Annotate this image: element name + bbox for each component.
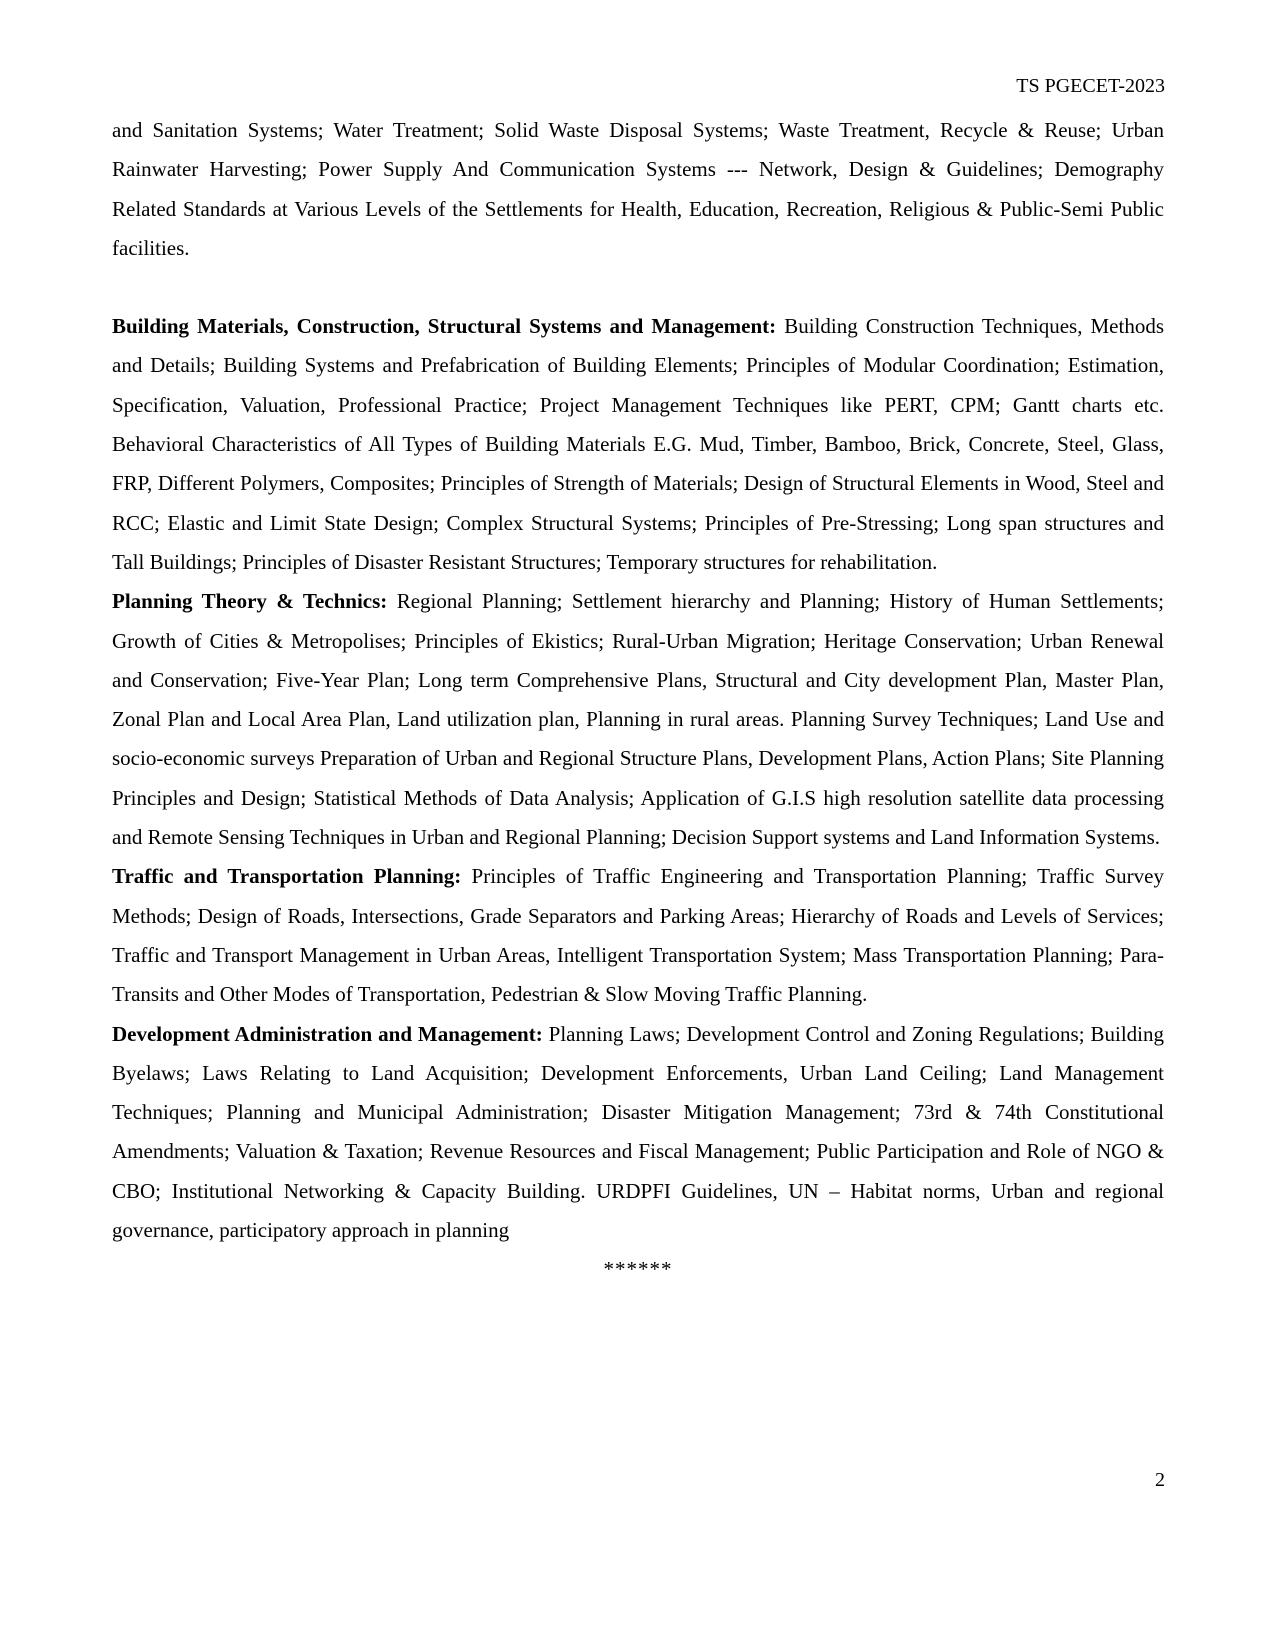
intro-paragraph: and Sanitation Systems; Water Treatment; Solid Waste Disposal Systems; Waste Treatment, Recycle & Reuse; Urban Rainwater Harvesting; Power Supply And Communication Systems --- Network, Design & Guidelines; Demography Related Standards at Various Levels of the Settlements for Health, Education, Recreation, Religious & Public-Semi Public facilities. xyxy=(112,118,1164,260)
section-development-administration xyxy=(112,1015,1164,1251)
section-traffic-transportation xyxy=(112,857,1164,1014)
section-body: Building Construction Techniques, Methods and Details; Building Systems and Prefabrication of Building Elements; Principles of Modular Coordination; Estimation, Specification, Valuation, Professional Practice; Project Management Techniques like PERT, CPM; Gantt charts etc. Behavioral Characteristics of All Types of Building Materials E.G. Mud, Timber, Bamboo, Brick, Concrete, Steel, Glass, FRP, Different Polymers, Composites; Principles of Strength of Materials; Design of Structural Elements in Wood, Steel and RCC; Elastic and Limit State Design; Complex Structural Systems; Principles of Pre-Stressing; Long span structures and Tall Buildings; Principles of Disaster Resistant Structures; Temporary structures for rehabilitation. xyxy=(112,314,1164,574)
section-heading: Development Administration and Management: xyxy=(112,1021,543,1046)
section-heading: Traffic and Transportation Planning: xyxy=(112,864,462,889)
page-number: 2 xyxy=(1155,1469,1165,1491)
syllabus-content xyxy=(112,111,1164,1290)
end-marker: ****** xyxy=(603,1257,673,1282)
section-body: Principles of Traffic Engineering and Transportation Planning; Traffic Survey Methods; Design of Roads, Intersections, Grade Separators and Parking Areas; Hierarchy of Roads and Levels of Services; Traffic and Transport Management in Urban Areas, Intelligent Transportation System; Mass Transportation Planning; Para-Transits and Other Modes of Transportation, Pedestrian & Slow Moving Traffic Planning. xyxy=(112,864,1164,1007)
page-header: TS PGECET-2023 xyxy=(1016,75,1165,97)
section-heading: Building Materials, Construction, Structural Systems and Management: xyxy=(112,314,777,339)
section-building-materials xyxy=(112,307,1164,582)
section-heading: Planning Theory & Technics: xyxy=(112,589,388,614)
section-body: Planning Laws; Development Control and Zoning Regulations; Building Byelaws; Laws Relating to Land Acquisition; Development Enforcements, Urban Land Ceiling; Land Management Techniques; Planning and Municipal Administration; Disaster Mitigation Management; 73rd & 74th Constitutional Amendments; Valuation & Taxation; Revenue Resources and Fiscal Management; Public Participation and Role of NGO & CBO; Institutional Networking & Capacity Building. URDPFI Guidelines, UN – Habitat norms, Urban and regional governance, participatory approach in planning xyxy=(112,1021,1164,1243)
section-planning-theory xyxy=(112,582,1164,857)
paragraph-gap xyxy=(112,268,1164,307)
section-body: Regional Planning; Settlement hierarchy and Planning; History of Human Settlements; Growth of Cities & Metropolises; Principles of Ekistics; Rural-Urban Migration; Heritage Conservation; Urban Renewal and Conservation; Five-Year Plan; Long term Comprehensive Plans, Structural and City development Plan, Master Plan, Zonal Plan and Local Area Plan, Land utilization plan, Planning in rural areas. Planning Survey Techniques; Land Use and socio-economic surveys Preparation of Urban and Regional Structure Plans, Development Plans, Action Plans; Site Planning Principles and Design; Statistical Methods of Data Analysis; Application of G.I.S high resolution satellite data processing and Remote Sensing Techniques in Urban and Regional Planning; Decision Support systems and Land Information Systems. xyxy=(112,589,1164,850)
